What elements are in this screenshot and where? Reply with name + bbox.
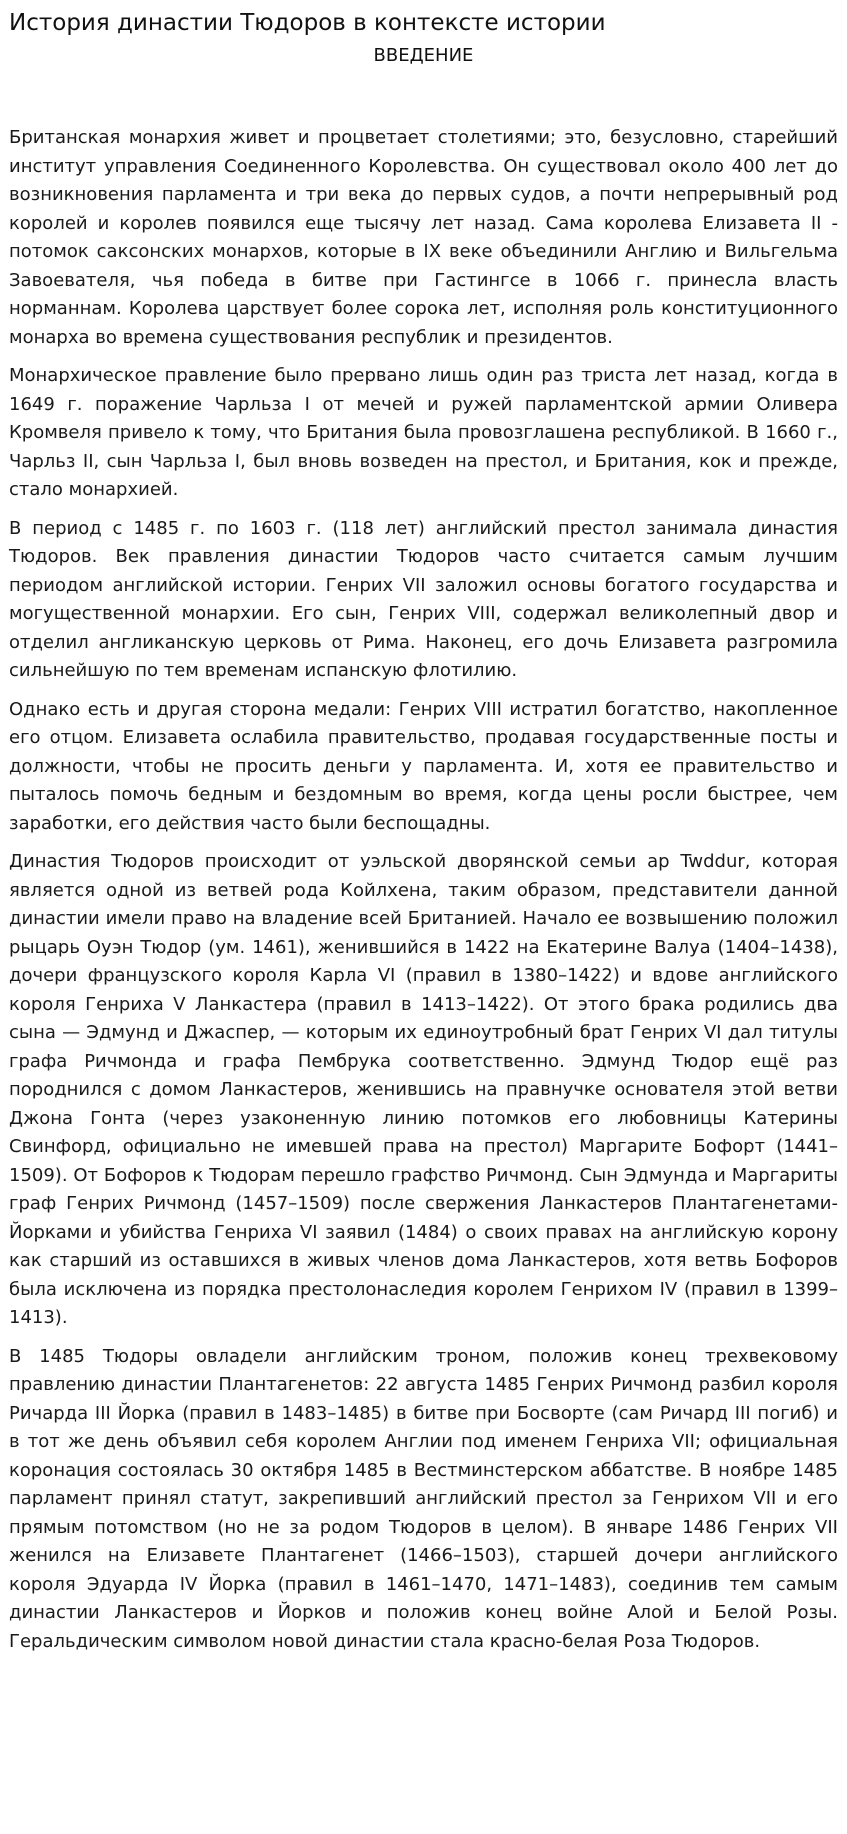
paragraph: Династия Тюдоров происходит от уэльской дворянской семьи ap Twddur, которая является одной из ветвей рода Койлхена, таким образом, представители данной династии имели право на владение всей Британией. Начало ее возвышению положил рыцарь Оуэн Тюдор (ум. 1461), женившийся в 1422 на Екатерине Валуа (1404–1438), дочери французского короля Карла VI (правил в 1380–1422) и вдове английского короля Генриха V Ланкастера (правил в 1413–1422). От этого брака родились два сына — Эдмунд и Джаспер, — которым их единоутробный брат Генрих VI дал титулы графа Ричмонда и графа Пембрука соответственно. Эдмунд Тюдор ещё раз породнился с домом Ланкастеров, женившись на правнучке основателя этой ветви Джона Гонта (через узаконенную линию потомков его любовницы Катерины Свинфорд, официально не имевшей права на престол) Маргарите Бофорт (1441–1509). От Бофоров к Тюдорам перешло графство Ричмонд. Сын Эдмунда и Маргариты граф Генрих Ричмонд (1457–1509) после свержения Ланкастеров Плантагенетами-Йорками и убийства Генриха VI заявил (1484) о своих правах на английскую корону как старший из оставшихся в живых членов дома Ланкастеров, хотя ветвь Бофоров была исключена из порядка престолонаследия королем Генрихом IV (правил в 1399–1413).	[9, 851, 838, 1328]
paragraph: Однако есть и другая сторона медали: Генрих VIII истратил богатство, накопленное его отцом. Елизавета ослабила правительство, продавая государственные посты и должности, чтобы не просить деньги у парламента. И, хотя ее правительство и пыталось помочь бедным и бездомным во время, когда цены росли быстрее, чем заработки, его действия часто были беспощадны.	[9, 698, 838, 834]
paragraph: Монархическое правление было прервано лишь один раз триста лет назад, когда в 1649 г. поражение Чарльза I от мечей и ружей парламентской армии Оливера Кромвеля привело к тому, что Британия была провозглашена республикой. В 1660 г., Чарльз II, сын Чарльза I, был вновь возведен на престол, и Британия, кок и прежде, стало монархией.	[9, 365, 838, 500]
paragraph: Британская монархия живет и процветает столетиями; это, безусловно, старейший институт управления Соединенного Королевства. Он существовал около 400 лет до возникновения парламента и три века до первых судов, а почти непрерывный род королей и королев появился еще тысячу лет назад. Сама королева Елизавета II - потомок саксонских монархов, которые в IX веке объединили Англию и Вильгельма Завоевателя, чья победа в битве при Гастингсе в 1066 г. принесла власть норманнам. Королева царствует более сорока лет, исполняя роль конституционного монарха во времена существования республик и президентов.	[9, 127, 838, 348]
paragraph: В период с 1485 г. по 1603 г. (118 лет) английский престол занимала династия Тюдоров. Век правления династии Тюдоров часто считается самым лучшим периодом английской истории. Генрих VII заложил основы богатого государства и могущественной монархии. Его сын, Генрих VIII, содержал великолепный двор и отделил англиканскую церковь от Рима. Наконец, его дочь Елизавета разгромила сильнейшую по тем временам испанскую флотилию.	[9, 517, 838, 681]
document-title: История династии Тюдоров в контексте истории	[9, 10, 606, 36]
section-heading: ВВЕДЕНИЕ	[373, 45, 474, 66]
paragraph: В 1485 Тюдоры овладели английским троном, положив конец трехвековому правлению династии Плантагенетов: 22 августа 1485 Генрих Ричмонд разбил короля Ричарда III Йорка (правил в 1483–1485) в битве при Босворте (сам Ричард III погиб) и в тот же день объявил себя королем Англии под именем Генриха VII; официальная коронация состоялась 30 октября 1485 в Вестминстерском аббатстве. В ноябре 1485 парламент принял статут, закрепивший английский престол за Генрихом VII и его прямым потомством (но не за родом Тюдоров в целом). В январе 1486 Генрих VII женился на Елизавете Плантагенет (1466–1503), старшей дочери английского короля Эдуарда IV Йорка (правил в 1461–1470, 1471–1483), соединив тем самым династии Ланкастеров и Йорков и положив конец войне Алой и Белой Розы. Геральдическим символом новой династии стала красно-белая Роза Тюдоров.	[9, 1345, 838, 1652]
document-body	[9, 124, 838, 1656]
